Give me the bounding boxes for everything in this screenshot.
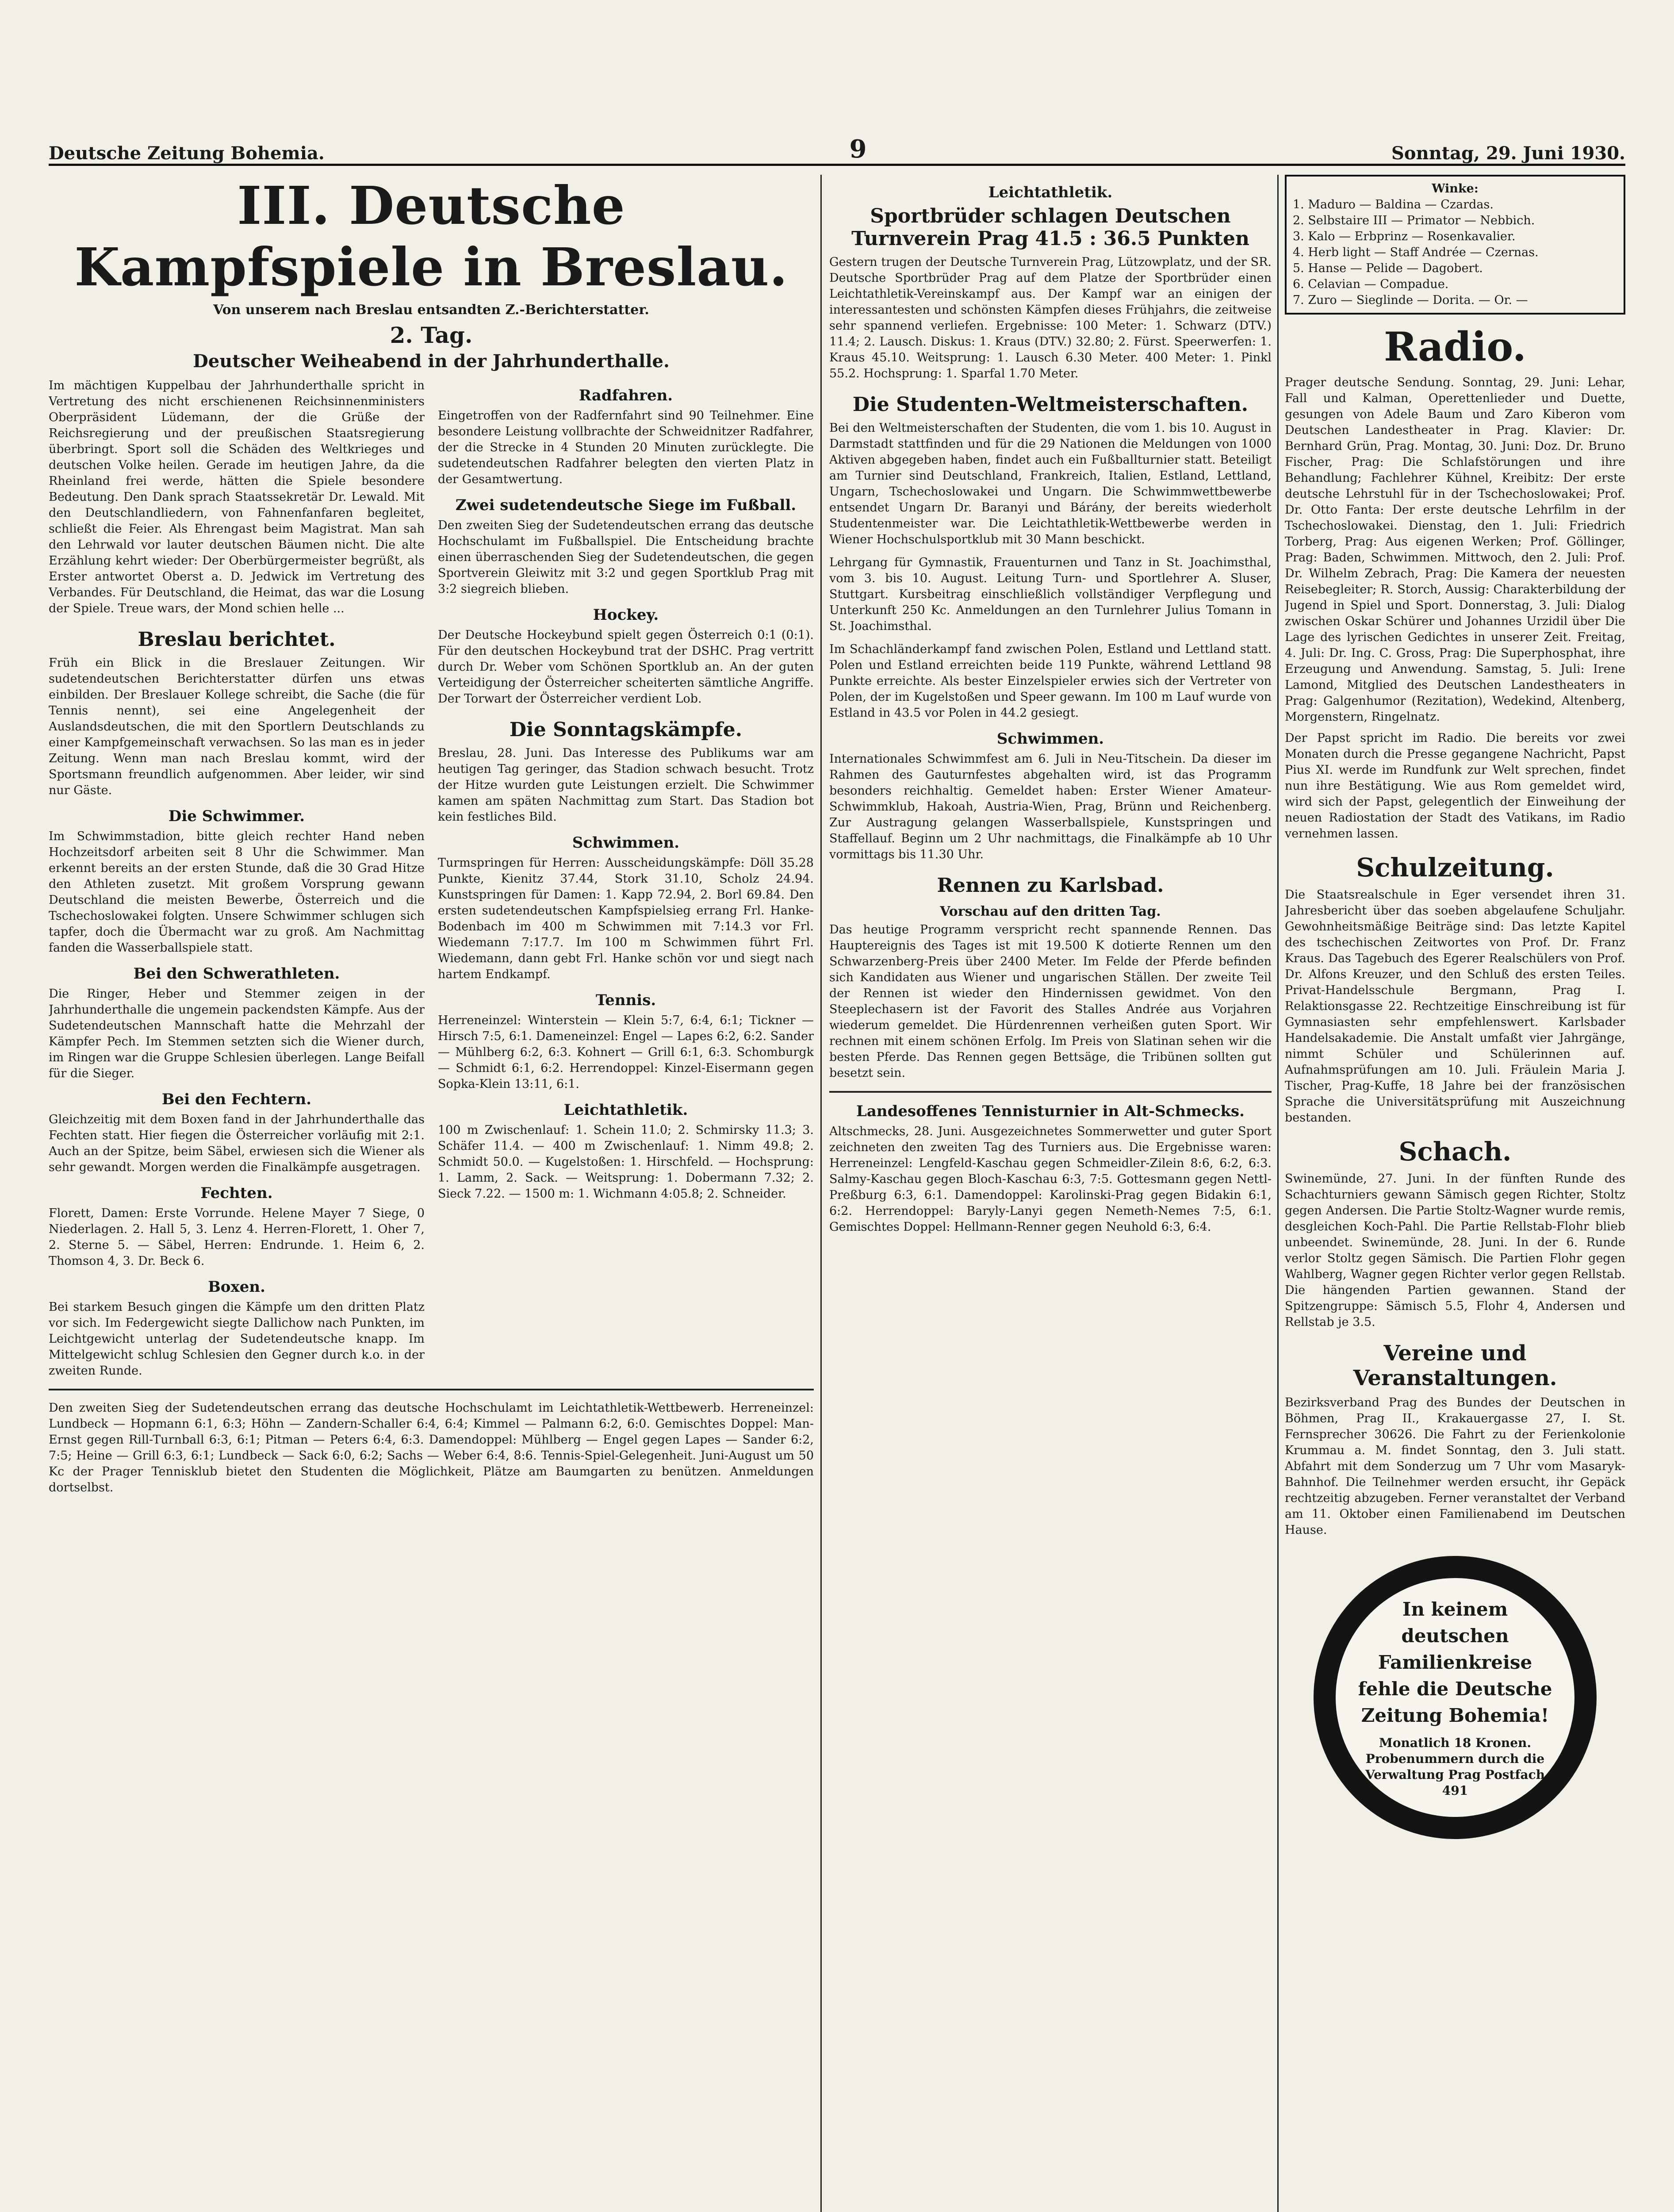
section-heading: Landesoffenes Tennisturnier in Alt-Schmecks. <box>856 1102 1245 1120</box>
events-heading: Vereine und Veranstaltungen. <box>1353 1341 1557 1390</box>
section-text: Turmspringen für Herren: Ausscheidungskämpfe: Döll 35.28 Punkte, Kienitz 37.44, Stork 31.10, Scholz 24.94. Kunstspringen für Damen: 1. Kapp 72.94, 2. Borl 69.84. Den ersten sudetendeutschen Kampfspielsieg errang Frl. Hanke-Bodenbach im 400 m Schwimmen mit 7:14.3 vor Frl. Wiedemann 7:17.7. Im 100 m Schwimmen führt Frl. Wiedemann, dann gebt Frl. Hanke schön vor und siegt nach hartem Endkampf. <box>438 856 814 981</box>
section-heading: Schwimmen. <box>572 834 680 852</box>
section-heading: Die Sonntagskämpfe. <box>509 718 743 741</box>
tip-item: 1. Maduro — Baldina — Czardas. <box>1293 198 1494 211</box>
tip-item: 6. Celavian — Compadue. <box>1293 277 1449 291</box>
section-text: 100 m Zwischenlauf: 1. Schein 11.0; 2. Schmirsky 11.3; 3. Schäfer 11.4. — 400 m Zwischenlauf: 1. Nimm 49.8; 2. Schmidt 50.0. — Kugelstoßen: 1. Hirschfeld. — Hochsprung: 1. Lamm, 2. Sack. — Weitsprung: 1. Dobermann 7.32; 2. Sieck 7.22. — 1500 m: 1. Wichmann 4:05.8; 2. Schneider. <box>438 1123 814 1201</box>
chess-text: Swinemünde, 27. Juni. In der fünften Runde des Schachturniers gewann Sämisch gegen Richter, Stoltz gegen Andersen. Die Partie Stoltz-Wagner wurde remis, desgleichen Koch-Pahl. Die Partie Rellstab-Flohr blieb unbeendet. Swinemünde, 28. Juni. In der 6. Runde verlor Stoltz gegen Sämisch. Die Partien Flohr gegen Wahlberg, Wagner gegen Richter verlor gegen Rellstab. Die hängenden Partien gewannen. Stand der Spitzengruppe: Sämisch 5.5, Flohr 4, Andersen und Rellstab je 3.5. <box>1285 1172 1625 1329</box>
section-heading: Bei den Schwerathleten. <box>133 965 340 983</box>
section-text: Bei starkem Besuch gingen die Kämpfe um den dritten Platz vor sich. Im Federgewicht siegte Dallichow nach Punkten, im Leichtgewicht unterlag der Sudetendeutsche knapp. Im Mittelgewicht schlug Schlesien den Gegner durch k.o. in der zweiten Runde. <box>49 1300 425 1378</box>
school-heading: Schulzeitung. <box>1356 853 1554 883</box>
ad-price: Monatlich 18 Kronen. Probenummern durch die Verwaltung Prag Postfach 491 <box>1365 1736 1545 1798</box>
column-rule <box>1277 175 1279 2212</box>
section-heading: Radfahren. <box>578 387 673 404</box>
section-text: Früh ein Blick in die Breslauer Zeitungen. Wir sudetendeutschen Berichterstatter dürfen uns etwas einbilden. Der Breslauer Kollege schreibt, die Sache (die für Tennis nennt), sei eine Angelegenheit der Auslandsdeutschen, die mit den Sportlern Deutschlands zu einer Kampfgemeinschaft verwachsen. So las man es in jeder Zeitung. Wenn man nach Breslau kommt, wird der Sportsmann freundlich aufgenommen. Aber leider, wir sind nur Gäste. <box>49 656 425 797</box>
subscription-ad <box>1314 1556 1597 1839</box>
article-text: Internationales Schwimmfest am 6. Juli in Neu-Titschein. Da dieser im Rahmen des Gauturnfestes abgehalten wird, ist das Programm besonders reichhaltig. Gemeldet haben: Erster Wiener Amateur-Schwimmklub, Hakoah, Austria-Wien, Prag, Brünn und Reichenberg. Zur Austragung gelangen Wasserballspiele, Kunstspringen und Staffellauf. Beginn um 2 Uhr nachmittags, die Finalkämpfe ab 10 Uhr vormittags bis 11.30 Uhr. <box>829 752 1272 861</box>
page-header <box>49 133 1625 166</box>
section-heading: Schwimmen. <box>996 730 1104 748</box>
sport-column <box>829 175 1272 1235</box>
section-heading: Tennis. <box>595 991 656 1009</box>
body-column-a <box>49 378 425 1379</box>
radio-text: Prager deutsche Sendung. Sonntag, 29. Juni: Lehar, Fall und Kalman, Operettenlieder und Duette, gesungen von Adele Baum und Zaro Kiberon vom Deutschen Landestheater in Prag. Klavier: Dr. Bernhard Grün, Prag. Montag, 30. Juni: Doz. Dr. Bruno Fischer, Prag: Die Schlafstörungen und ihre Behandlung; Fachlehrer Kühnel, Kreibitz: Der erste deutsche Lehrstuhl für in der Tschechoslowakei; Prof. Dr. Otto Fanta: Der erste deutsche Lehrfilm in der Tschechoslowakei. Dienstag, den 1. Juli: Friedrich Torberg, Prag: Aus eigenen Werken; Prof. Göllinger, Prag: Baden, Schwimmen. Mittwoch, den 2. Juli: Prof. Dr. Wilhelm Zebrach, Prag: Die Kamera der neuesten Reisebegleiter; R. Storch, Aussig: Charakterbildung der Jugend in Spiel und Sport. Donnerstag, 3. Juli: Dialog zwischen Oskar Schürer und Johannes Urzidil über Die Lage des lyrischen Gedichtes in unserer Zeit. Freitag, 4. Juli: Dr. Ing. C. Gross, Prag: Die Superphosphat, ihre Erzeugung und Anwendung. Samstag, 5. Juli: Irene Lamond, Mitglied des Deutschen Landestheaters in Prag: Galgenhumor (Rezitation), Wedekind, Altenberg, Morgenstern, Ringelnatz. <box>1285 376 1625 724</box>
tip-item: 3. Kalo — Erbprinz — Rosenkavalier. <box>1293 230 1516 243</box>
breslau-article <box>49 175 814 1496</box>
section-heading: Leichtathletik. <box>563 1101 688 1119</box>
headline: Sportbrüder schlagen Deutschen Turnverein Prag 41.5 : 36.5 Punkten <box>851 205 1249 250</box>
subheading: Deutscher Weiheabend in der Jahrhunderthalle. <box>193 351 670 372</box>
tip-item: 5. Hanse — Pelide — Dagobert. <box>1293 261 1483 275</box>
article-text: Das heutige Programm verspricht recht spannende Rennen. Das Hauptereignis des Tages ist mit 19.500 K dotierte Rennen um den Schwarzenberg-Preis über 2400 Meter. Im Felde der Pferde befinden sich Kandidaten aus Wiener und ungarischen Ställen. Der zweite Teil der Rennen ist wieder den Hindernissen gewidmet. Von den Steeplechasern ist der Favorit des Stalles Andrée aus Vorjahren wiederum gemeldet. Die Hürdenrennen verheißen guten Sport. Wir rechnen mit einem schönen Erfolg. Im Preis von Slatinan sehen wir die besten Pferde. Das Rennen gegen Bettsäge, die Tribünen sollten gut besetzt sein. <box>829 923 1272 1080</box>
masthead-name: Deutsche Zeitung Bohemia. <box>49 143 325 164</box>
right-column <box>1285 175 1625 1839</box>
divider <box>49 1389 814 1390</box>
tips-box <box>1285 175 1625 315</box>
section-heading: Fechten. <box>200 1184 273 1202</box>
page-number: 9 <box>849 134 867 164</box>
section-label: Leichtathletik. <box>988 184 1113 201</box>
article-title: III. Deutsche Kampfspiele in Breslau. <box>74 175 788 298</box>
article-text: Bei den Weltmeisterschaften der Studenten, die vom 1. bis 10. August in Darmstadt stattfinden und für die 29 Nationen die Meldungen von 1000 Aktiven abgegeben haben, findet auch ein Fußballturnier statt. Beteiligt am Turnier sind Deutschland, Frankreich, Italien, Estland, Lettland, Ungarn, Tschechoslowakei und Ungarn. Die Schwimmwettbewerbe entsendet Ungarn Dr. Baranyi und Bárány, der bereits wiederholt Studentenmeister war. Die Leichtathletik-Wettbewerbe werden in Wiener Hochschulsportklub mit 30 Mann beschickt. <box>829 421 1272 546</box>
section-text: Herreneinzel: Winterstein — Klein 5:7, 6:4, 6:1; Tickner — Hirsch 7:5, 6:1. Dameneinzel: Engel — Lapes 6:2, 6:2. Sander — Mühlberg 6:2, 6:3. Kohnert — Grill 6:1, 6:3. Schomburgk — Schmidt 6:1, 6:2. Herrendoppel: Kinzel-Eisermann gegen Sopka-Klein 13:11, 6:1. <box>438 1014 814 1091</box>
section-heading: Rennen zu Karlsbad. <box>937 874 1164 897</box>
tips-title: Winke: <box>1432 182 1479 196</box>
article-text: Gestern trugen der Deutsche Turnverein Prag, Lützowplatz, und der SR. Deutsche Sportbrüder Prag auf dem Platze der Sportbrüder einen Leichtathletik-Vereinskampf aus. Der Kampf war an einigen der interessantesten und schönsten Kämpfen dieses Frühjahrs, die zeitweise sehr spannend verliefen. Ergebnisse: 100 Meter: 1. Schwarz (DTV.) 11.4; 2. Lausch. Diskus: 1. Kraus (DTV.) 32.80; 2. Fürst. Speerwerfen: 1. Kraus 45.10. Weitsprung: 1. Lausch 6.30 Meter. 400 Meter: 1. Pinkl 55.2. Hochsprung: 1. Sparfal 1.70 Meter. <box>829 255 1272 380</box>
events-text: Bezirksverband Prag des Bundes der Deutschen in Böhmen, Prag II., Krakauergasse 27, I. St. Fernsprecher 30626. Die Fahrt zu der Ferienkolonie Krummau a. M. findet Sonntag, den 3. Juli statt. Abfahrt mit dem Sonderzug um 7 Uhr vom Masaryk-Bahnhof. Die Teilnehmer werden ersucht, ihr Gepäck rechtzeitig abzugeben. Ferner veranstaltet der Verband am 11. Oktober einen Familienabend im Deutschen Hause. <box>1285 1396 1625 1537</box>
ad-inner <box>1336 1578 1574 1817</box>
papst-text: Der Papst spricht im Radio. Die bereits vor zwei Monaten durch die Presse gegangene Nachricht, Papst Pius XI. werde im Rundfunk zur Welt sprechen, findet nun ihre Bestätigung. Wie aus Rom gemeldet wird, wird sich der Papst, gelegentlich der Einweihung der neuen Radiostation der Stadt des Vatikans, im Radio vernehmen lassen. <box>1285 731 1625 841</box>
byline: Von unserem nach Breslau entsandten Z.-Berichterstatter. <box>213 302 649 318</box>
section-heading: Die Schwimmer. <box>168 807 305 825</box>
radio-heading: Radio. <box>1383 323 1527 370</box>
article-text: Altschmecks, 28. Juni. Ausgezeichnetes Sommerwetter und guter Sport zeichneten den zweiten Tag des Turniers aus. Die Ergebnisse waren: Herreneinzel: Lengfeld-Kaschau gegen Schmeidler-Zilein 8:6, 6:2, 6:3. Salmy-Kaschau gegen Bloch-Kaschau 6:3, 7:5. Gottesmann gegen Nettl-Preßburg 6:3, 6:1. Damendoppel: Karolinski-Prag gegen Bidakin 6:1, 6:2. Herrendoppel: Baryly-Lanyi gegen Nemeth-Nemes 7:5, 6:1. Gemischtes Doppel: Hellmann-Renner gegen Neuhold 6:3, 6:4. <box>829 1125 1272 1234</box>
day-heading: 2. Tag. <box>390 322 473 348</box>
section-text: Eingetroffen von der Radfernfahrt sind 90 Teilnehmer. Eine besondere Leistung vollbrachte der Schweidnitzer Radfahrer, der die Strecke in 4 Stunden 20 Minuten zurücklegte. Die sudetendeutschen Radfahrer belegten den vierten Platz in der Gesamtwertung. <box>438 409 814 486</box>
tennis-results-text: Den zweiten Sieg der Sudetendeutschen errang das deutsche Hochschulamt im Leichtathletik-Wettbewerb. Herreneinzel: Lundbeck — Hopmann 6:1, 6:3; Höhn — Zandern-Schaller 6:4, 6:4; Kimmel — Palmann 6:2, 6:0. Gemischtes Doppel: Man-Ernst gegen Rill-Turnball 6:3, 6:1; Pitman — Peters 6:4, 6:3. Damendoppel: Mühlberg — Engel gegen Lapes — Sander 6:2, 7:5; Heine — Grill 6:3, 6:1; Lundbeck — Sack 6:0, 6:2; Sachs — Weber 6:4, 8:6. Tennis-Spiel-Gelegenheit. Juni-August um 50 Kc der Prager Tennisklub bietet den Studenten die Möglichkeit, Plätze am Baumgarten zu benützen. Anmeldungen dortselbst. <box>49 1401 814 1494</box>
chess-heading: Schach. <box>1398 1137 1512 1167</box>
tip-item: 2. Selbstaire III — Primator — Nebbich. <box>1293 214 1535 227</box>
school-text: Die Staatsrealschule in Eger versendet ihren 31. Jahresbericht über das soeben abgelaufene Schuljahr. Gewohnheitsmäßige Beiträge sind: Das letzte Kapitel des tschechischen Zeitwortes von Prof. Dr. Franz Kraus. Das Tagebuch des Egerer Realschülers von Prof. Dr. Alfons Kreuzer, und den Schluß des ersten Teiles. Privat-Handelsschule Bergmann, Prag I. Relaktionsgasse 22. Rechtzeitige Einschreibung ist für Gymnasiasten sehr empfehlenswert. Karlsbader Handelsakademie. Die Anstalt umfaßt vier Jahrgänge, nimmt Schüler und Schülerinnen auf. Aufnahmsprüfungen am 10. Juli. Fräulein Maria J. Tischer, Prag-Kuffe, 18 Jahre bei der französischen Sprache die Universitätsprüfung mit Auszeichnung bestanden. <box>1285 888 1625 1125</box>
section-text: Gleichzeitig mit dem Boxen fand in der Jahrhunderthalle das Fechten statt. Hier fiegen die Österreicher vorläufig mit 2:1. Auch an der Spitze, beim Säbel, erwiesen sich die Wiener als sehr gewandt. Morgen werden die Finalkämpfe ausgetragen. <box>49 1113 425 1174</box>
section-text: Im Schwimmstadion, bitte gleich rechter Hand neben Hochzeitsdorf arbeiten seit 8 Uhr die Schwimmer. Man erkennt bereits an der ersten Stunde, daß die 30 Grad Hitze den Athleten zusetzt. Mit großem Vorsprung gewann Deutschland die meisten Bewerbe, Österreich und die Tschechoslowakei folgten. Unsere Schwimmer schlugen sich tapfer, doch die Übermacht war zu groß. Am Nachmittag fanden die Wasserballspiele statt. <box>49 830 425 955</box>
section-text: Den zweiten Sieg der Sudetendeutschen errang das deutsche Hochschulamt im Fußballspiel. Die Entscheidung brachte einen überraschenden Sieg der Sudetendeutschen, die gegen Sportverein Gleiwitz mit 3:2 und gegen Sportklub Prag mit 3:2 siegreich blieben. <box>438 518 814 596</box>
divider <box>829 1091 1272 1093</box>
section-text: Breslau, 28. Juni. Das Interesse des Publikums war am heutigen Tag geringer, das Stadion schwach besucht. Trotz der Hitze wurden gute Leistungen erzielt. Die Schwimmer kamen am späten Nachmittag zum Start. Das Stadion bot kein festliches Bild. <box>438 746 814 824</box>
body-column-b <box>438 378 814 1379</box>
section-heading: Bei den Fechtern. <box>161 1091 312 1108</box>
tip-item: 4. Herb light — Staff Andrée — Czernas. <box>1293 246 1539 259</box>
article-text: Lehrgang für Gymnastik, Frauenturnen und Tanz in St. Joachimsthal, vom 3. bis 10. August. Leitung Turn- und Sportlehrer A. Sluser, Stuttgart. Kursbeitrag einschließlich vollständiger Verpflegung und Unterkunft 250 Kc. Anmeldungen an den Turnlehrer Julius Tomann in St. Joachimsthal. <box>829 556 1272 633</box>
section-text: Der Deutsche Hockeybund spielt gegen Österreich 0:1 (0:1). Für den deutschen Hockeybund trat der DSHC. Prag vertritt durch Dr. Weber vom Schönen Sportklub an. An der guten Verteidigung der Österreicher scheiterten sämtliche Angriffe. Der Torwart der Österreicher verdient Lob. <box>438 628 814 706</box>
section-heading: Hockey. <box>593 606 659 624</box>
column-rule <box>820 175 822 2212</box>
section-heading: Zwei sudetendeutsche Siege im Fußball. <box>455 496 797 514</box>
section-text: Die Ringer, Heber und Stemmer zeigen in der Jahrhunderthalle die ungemein packendsten Kämpfe. Aus der Sudetendeutschen Mannschaft hatte die Mehrzahl der Kämpfer Pech. Im Stemmen setzten sich die Wiener durch, im Ringen war die Gruppe Schlesien überlegen. Lange Beifall für die Sieger. <box>49 987 425 1080</box>
section-text: Florett, Damen: Erste Vorrunde. Helene Mayer 7 Siege, 0 Niederlagen. 2. Hall 5, 3. Lenz 4. Herren-Florett, 1. Oher 7, 2. Sterne 5. — Säbel, Herren: Endrunde. 1. Heim 6, 2. Thomson 4, 3. Dr. Beck 6. <box>49 1206 425 1268</box>
issue-date: Sonntag, 29. Juni 1930. <box>1391 143 1625 164</box>
subheading: Vorschau auf den dritten Tag. <box>940 904 1161 919</box>
intro-text: Im mächtigen Kuppelbau der Jahrhunderthalle spricht in Vertretung des nicht erschienenen Reichsinnenministers Oberpräsident Lüdemann, der die Grüße der Reichsregierung und der preußischen Staatsregierung überbringt. Sport soll die Schäden des Weltkrieges und deutschen Volke heilen. Gerade im heutigen Jahre, da die Rheinland frei werde, hätten die Spiele besondere Bedeutung. Den Dank sprach Staatssekretär Dr. Lewald. Mit den Deutschlandliedern, von Fahnenfanfaren begleitet, schließt die Feier. Als Ehrengast beim Magistrat. Man sah den Lehrwald vor lauter deutschen Bäumen nicht. Die alte Erzählung kehrt wieder: Der Oberbürgermeister begrüßt, als Erster antwortet Oberst a. D. Jedwick im Vertretung des Verbandes. Für Deutschland, die Heimat, das war die Losung der Spiele. Treue wars, der Mond schien helle ... <box>49 379 425 615</box>
section-heading: Breslau berichtet. <box>138 628 336 651</box>
section-heading: Boxen. <box>208 1278 265 1296</box>
article-text: Im Schachländerkampf fand zwischen Polen, Estland und Lettland statt. Polen und Estland erreichten beide 119 Punkte, während Lettland 98 Punkte erreichte. Als bester Einzelspieler erwies sich der Vertreter von Polen, der im Kugelstoßen und Speer gewann. Im 100 m Lauf wurde von Estland in 43.5 vor Polen in 44.2 gesiegt. <box>829 642 1272 720</box>
article-body <box>49 378 814 1379</box>
ad-slogan: In keinem deutschen Familienkreise fehle die Deutsche Zeitung Bohemia! <box>1358 1598 1552 1726</box>
tip-item: 7. Zuro — Sieglinde — Dorita. — Or. — <box>1293 293 1528 307</box>
section-heading: Die Studenten-Weltmeisterschaften. <box>852 393 1249 416</box>
